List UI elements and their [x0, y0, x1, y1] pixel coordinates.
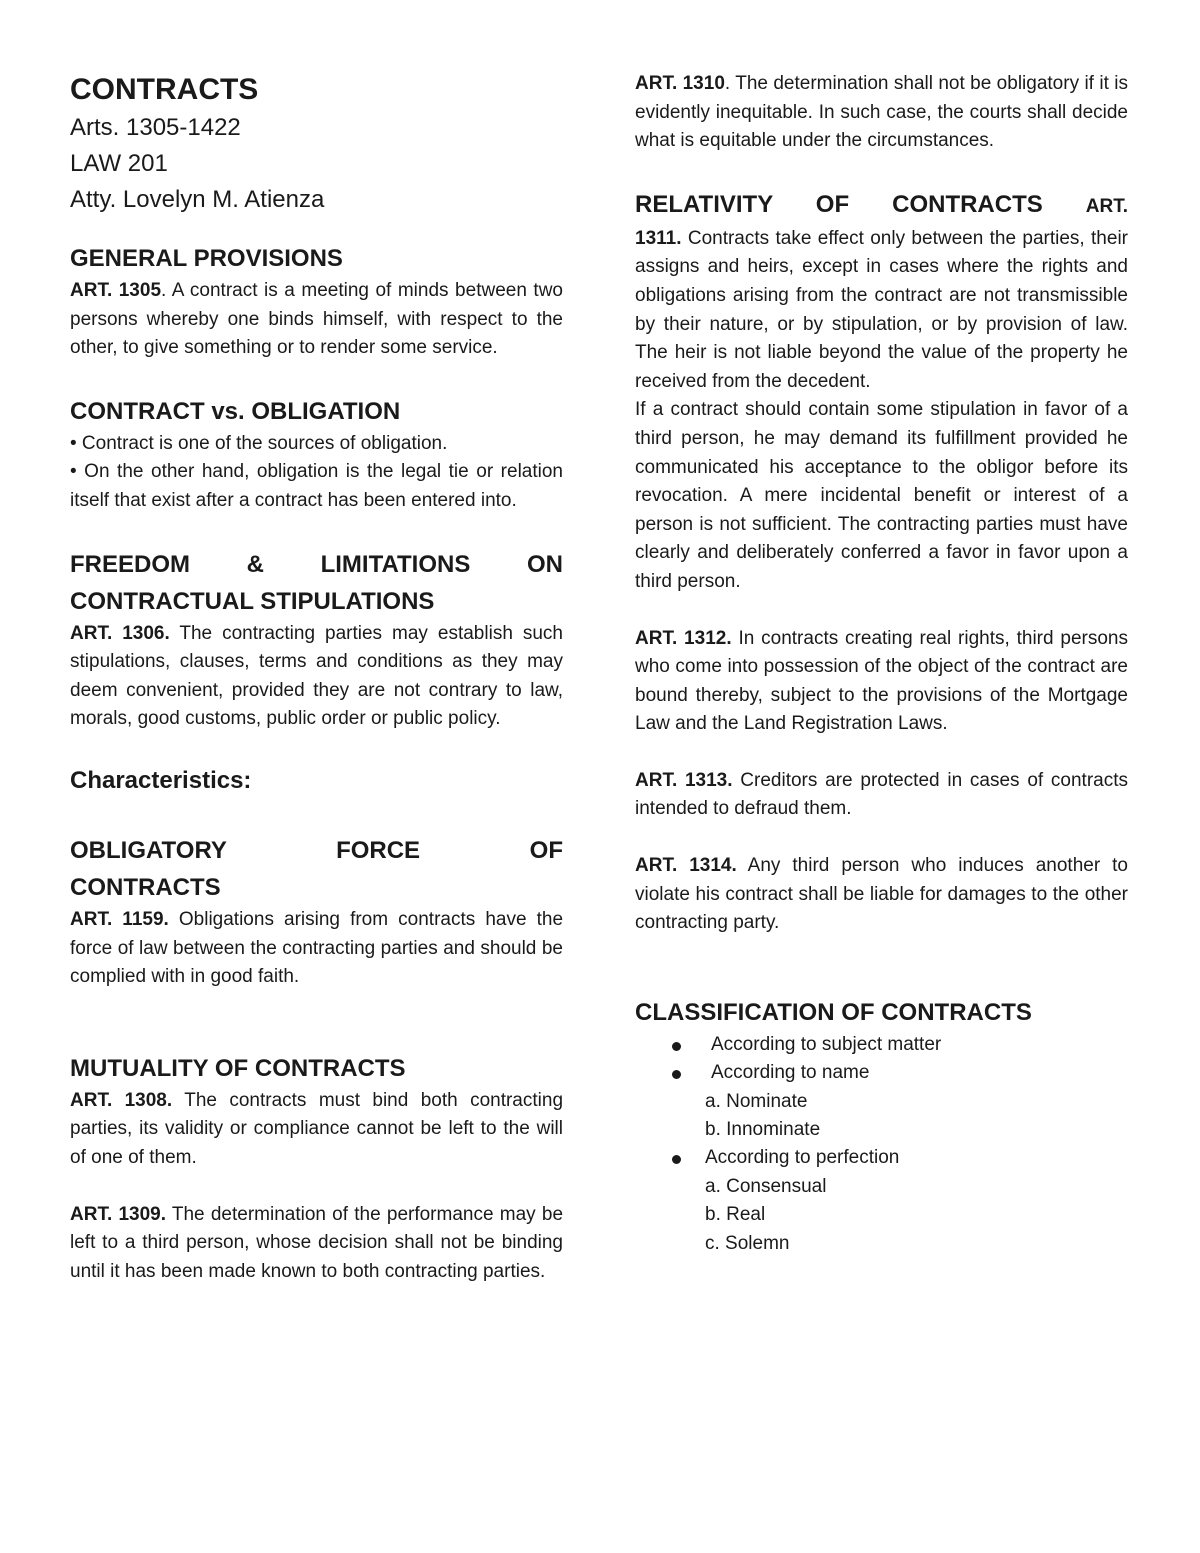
art-1308-label: ART. 1308. [70, 1089, 173, 1111]
obligatory-heading-line2: CONTRACTS [70, 873, 221, 901]
art-1313-paragraph [635, 767, 1128, 824]
art-1310-paragraph [635, 70, 1128, 156]
list-item-label: According to perfection [705, 1147, 900, 1169]
obligatory-heading-line1: OBLIGATORY FORCE OF [70, 836, 563, 864]
bullet-icon [672, 1042, 681, 1051]
sub-item-real: b. Real [705, 1204, 766, 1226]
left-column [70, 70, 563, 1286]
characteristics-heading: Characteristics: [70, 766, 252, 794]
art-1159-text: Obligations arising from contracts have the force of law between the contracting parties and should be complied with in good faith. [70, 908, 564, 988]
contract-vs-obligation-heading: CONTRACT vs. OBLIGATION [70, 397, 401, 425]
general-provisions-heading: GENERAL PROVISIONS [70, 245, 343, 272]
art-1305-label: ART. 1305 [70, 280, 162, 301]
art-1309-label: ART. 1309. [70, 1203, 166, 1225]
art-1306-text: The contracting parties may establish such stipulations, clauses, terms and conditions as they may deem convenient, provided they are not contrary to law, morals, good customs, public order or public policy. [70, 622, 563, 730]
freedom-heading-line2: CONTRACTUAL STIPULATIONS [70, 587, 435, 615]
classification-heading: CLASSIFICATION OF CONTRACTS [635, 998, 1032, 1026]
art-1313-text: Creditors are protected in cases of contracts intended to defraud them. [635, 769, 1129, 820]
document-title: CONTRACTS [70, 73, 259, 106]
sub-item-innominate: b. Innominate [705, 1119, 821, 1141]
bullet-icon [672, 1070, 681, 1079]
art-1314-label: ART. 1314. [635, 855, 737, 877]
art-1311-label-b: 1311. [635, 227, 682, 249]
art-1308-text: The contracts must bind both contracting parties, its validity or compliance cannot be left to the will of one of them. [70, 1089, 564, 1168]
sub-item-consensual: a. Consensual [705, 1175, 827, 1197]
art-1306-paragraph [70, 620, 563, 734]
art-1159-label: ART. 1159. [70, 908, 169, 930]
art-1312-text: In contracts creating real rights, third persons who come into possession of the object of the contract are bound thereby, subject to the provisions of the Mortgage Law and the Land Registration Laws. [635, 627, 1128, 735]
cvo-bullet-2: • On the other hand, obligation is the legal tie or relation itself that exist after a contract has been entered into. [70, 461, 563, 511]
art-1314-paragraph [635, 852, 1128, 938]
sub-item-nominate: a. Nominate [705, 1090, 808, 1112]
list-item-label: According to subject matter [711, 1033, 942, 1055]
art-1310-label: ART. 1310 [635, 73, 725, 94]
art-1309-text: The determination of the performance may be left to a third person, whose decision shall not be binding until it has been made known to both contracting parties. [70, 1203, 564, 1282]
classification-list [635, 1031, 1128, 1088]
articles-range: Arts. 1305-1422 [70, 114, 241, 141]
art-1159-paragraph [70, 906, 563, 992]
course-code: LAW 201 [70, 150, 168, 177]
art-1312-paragraph [635, 625, 1128, 739]
sub-item-solemn: c. Solemn [705, 1232, 790, 1254]
bullet-icon [672, 1155, 681, 1164]
art-1305-paragraph [70, 277, 563, 363]
list-item-label: According to name [711, 1062, 870, 1084]
art-1305-text: . A contract is a meeting of minds between two persons whereby one binds himself, with respect to the other, to give something or to render some service. [70, 280, 563, 359]
art-1311-paragraph-2: If a contract should contain some stipulation in favor of a third person, he may demand its fulfillment provided he communicated his acceptance to the obligor before its revocation. A mere incidental benefit or interest of a person is not sufficient. The contracting parties must have clearly and deliberately conferred a favor in favor upon a third person. [635, 399, 1128, 592]
list-item [635, 1059, 1128, 1087]
relativity-heading: RELATIVITY OF CONTRACTS [635, 190, 1043, 218]
right-column [635, 70, 1128, 1258]
art-1311-label-a: ART. [1085, 195, 1128, 217]
art-1312-label: ART. 1312. [635, 627, 732, 649]
art-1310-text: . The determination shall not be obligatory if it is evidently inequitable. In such case, the courts shall decide what is equitable under the circumstances. [635, 73, 1128, 152]
art-1313-label: ART. 1313. [635, 769, 733, 791]
instructor-name: Atty. Lovelyn M. Atienza [70, 186, 325, 213]
mutuality-heading: MUTUALITY OF CONTRACTS [70, 1054, 406, 1082]
art-1311-paragraph [635, 225, 1128, 397]
art-1306-label: ART. 1306. [70, 622, 170, 644]
list-item [635, 1031, 1128, 1059]
classification-list-cont [635, 1144, 1128, 1172]
list-item [635, 1144, 1128, 1172]
cvo-bullet-1: • Contract is one of the sources of obligation. [70, 432, 448, 454]
freedom-heading-line1: FREEDOM & LIMITATIONS ON [70, 550, 563, 578]
art-1308-paragraph [70, 1087, 563, 1173]
art-1311-text: Contracts take effect only between the parties, their assigns and heirs, except in cases where the rights and obligations arising from the contract are not transmissible by their nature, or by stipulation, or by provision of law. The heir is not liable beyond the value of the property he received from the decedent. [635, 227, 1128, 392]
art-1309-paragraph [70, 1201, 563, 1287]
relativity-heading-line [635, 186, 1128, 225]
art-1314-text: Any third person who induces another to violate his contract shall be liable for damages to the other contracting party. [635, 855, 1128, 934]
